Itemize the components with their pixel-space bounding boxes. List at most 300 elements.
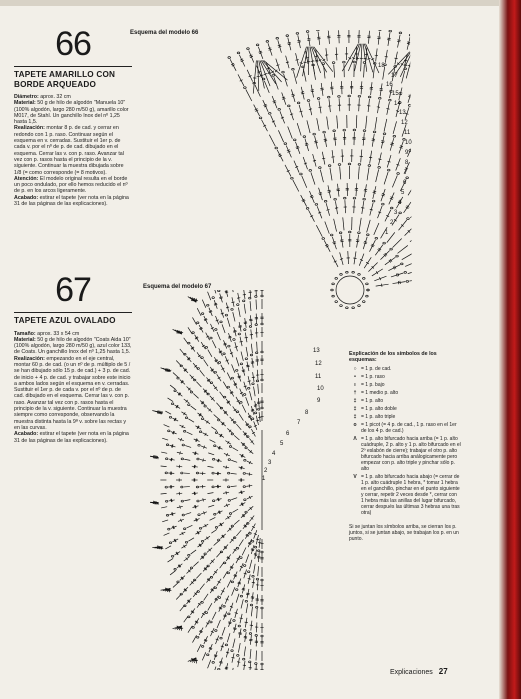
stitch-mark (231, 657, 234, 658)
chain-mark (261, 323, 263, 325)
stitch-mark (501, 109, 503, 111)
stitch-mark (428, 136, 434, 147)
stitch-mark (462, 216, 464, 219)
stitch-mark (492, 238, 493, 241)
chain-mark (201, 540, 203, 542)
stitch-mark (249, 273, 250, 283)
chain-mark (196, 472, 198, 474)
stitch-mark (405, 261, 417, 266)
stitch-mark (471, 104, 478, 115)
chain-mark (471, 138, 474, 140)
stitch-mark (293, 71, 296, 84)
stitch-mark (445, 55, 448, 56)
chain-mark (261, 607, 263, 609)
chain-mark (236, 589, 238, 591)
stitch-mark (503, 86, 511, 96)
diagram-66-label: Esquema del modelo 66 (130, 30, 199, 36)
chain-mark (237, 52, 240, 54)
stitch-mark (237, 278, 239, 288)
stitch-mark (436, 50, 439, 51)
stitch-mark (244, 304, 245, 314)
stitch-mark (300, 63, 303, 64)
round-number: 5 (401, 190, 405, 196)
stitch-mark (249, 560, 251, 569)
chain-mark (220, 321, 222, 323)
stitch-mark (242, 371, 245, 372)
chain-mark (487, 208, 490, 210)
chain-mark (276, 37, 279, 39)
chain-mark (268, 112, 271, 114)
chain-mark (245, 600, 247, 602)
stitch-mark (493, 173, 495, 175)
round-number: 8 (305, 410, 309, 416)
stitch-mark (184, 338, 189, 344)
stitch-mark (231, 473, 237, 474)
chain-mark (431, 193, 434, 195)
chain-mark (199, 431, 201, 433)
chain-mark (493, 160, 496, 162)
stitch-mark (171, 458, 172, 461)
chain-mark (249, 326, 251, 328)
chain-mark (352, 271, 355, 273)
stitch-mark (449, 70, 462, 95)
stitch-mark (419, 68, 422, 69)
chain-mark (278, 108, 281, 110)
stitch-mark (408, 96, 411, 97)
center-ring (336, 276, 364, 304)
stitch-mark (254, 554, 257, 555)
stitch-mark (472, 68, 475, 70)
chain-mark (368, 96, 371, 98)
stitch-mark (210, 272, 213, 277)
stitch-mark (210, 685, 213, 687)
chain-mark (286, 35, 289, 37)
stitch-mark (220, 562, 225, 568)
stitch-mark (220, 392, 225, 398)
stitch-mark (502, 158, 512, 166)
chain-mark (404, 271, 407, 273)
chain-mark (297, 102, 300, 104)
stitch-mark (416, 149, 422, 161)
stitch-mark (258, 566, 259, 576)
stitch-mark (180, 505, 181, 508)
chain-mark (492, 217, 495, 219)
stitch-mark (475, 210, 486, 217)
stitch-mark (459, 186, 469, 195)
chain-mark (256, 380, 258, 382)
stitch-mark (513, 135, 521, 143)
chain-mark (248, 269, 250, 271)
stitch-mark (246, 554, 249, 563)
stitch-mark (227, 633, 230, 642)
stitch-mark (513, 168, 515, 171)
chain-mark (332, 62, 335, 64)
stitch-mark (469, 86, 472, 88)
stitch-mark (282, 98, 285, 99)
chain-mark (197, 322, 199, 324)
stitch-mark (470, 202, 481, 209)
stitch-mark (287, 42, 290, 43)
stitch-mark (442, 247, 443, 250)
chain-mark (315, 203, 318, 205)
chain-mark (192, 332, 194, 334)
stitch-mark (420, 218, 422, 220)
stitch-mark (507, 89, 510, 91)
stitch-mark (206, 537, 208, 540)
round-number: 4 (272, 451, 276, 457)
chain-mark (330, 234, 333, 236)
stitch-mark (455, 58, 458, 59)
legend-text: = 1 p. bajo (361, 382, 385, 388)
stitch-mark (161, 452, 167, 453)
chain-mark (340, 274, 343, 276)
stitch-mark (310, 47, 314, 74)
stitch-mark (320, 170, 323, 183)
chain-mark (192, 626, 194, 628)
chain-mark (201, 313, 203, 315)
stitch-mark (268, 48, 271, 49)
stitch-mark (421, 217, 423, 219)
stitch-mark (359, 98, 360, 111)
stitch-mark (307, 40, 310, 41)
stitch-mark (504, 116, 507, 117)
legend-text: = 1 p. de cad. (361, 366, 392, 372)
stitch-mark (488, 229, 489, 232)
stitch-mark (286, 145, 291, 157)
chain-mark (368, 165, 371, 167)
chain-mark (503, 245, 506, 247)
stitch-mark (269, 49, 272, 50)
stitch-mark (254, 555, 257, 556)
chain-mark (340, 305, 343, 307)
stitch-mark (230, 254, 232, 260)
stitch-mark (237, 298, 240, 299)
chain-mark (306, 207, 309, 209)
chain-mark (469, 251, 472, 253)
stitch-mark (231, 672, 234, 673)
chain-mark (324, 200, 327, 202)
stitch-mark (261, 60, 276, 84)
chain-mark (456, 224, 459, 226)
stitch-mark (444, 78, 446, 81)
chain-mark (454, 126, 457, 128)
stitch-mark (453, 179, 462, 188)
stitch-mark (409, 95, 412, 96)
stitch-mark (234, 549, 237, 551)
stitch-mark (435, 210, 445, 218)
chain-mark (288, 105, 291, 107)
stitch-mark (288, 126, 293, 138)
chain-mark (205, 612, 207, 614)
stitch-mark (373, 65, 374, 78)
stitch-mark (506, 111, 515, 121)
chain-mark (197, 636, 199, 638)
chain-mark (227, 386, 229, 388)
stitch-mark (164, 425, 170, 427)
instruction-label: Acabado: (14, 431, 39, 438)
stitch-mark (493, 238, 494, 241)
stitch-mark (452, 206, 462, 214)
stitch-mark (238, 307, 240, 317)
chain-mark (215, 630, 217, 632)
chain-mark (212, 662, 214, 664)
stitch-mark (458, 160, 467, 170)
stitch-mark (233, 312, 235, 321)
chain-mark (475, 191, 478, 193)
chain-mark (429, 40, 432, 42)
stitch-mark (226, 307, 229, 308)
chain-mark (229, 279, 231, 281)
stitch-mark (234, 409, 237, 411)
chain-mark (261, 407, 263, 409)
chain-mark (165, 472, 167, 474)
stitch-mark (170, 571, 175, 575)
stitch-mark (307, 38, 310, 39)
stitch-mark (429, 203, 438, 212)
stitch-mark (294, 161, 299, 173)
stitch-mark (436, 52, 439, 53)
stitch-mark (209, 273, 211, 275)
stitch-mark (381, 142, 384, 143)
stitch-mark (455, 93, 461, 104)
stitch-mark (219, 673, 222, 682)
stitch-mark (436, 246, 448, 251)
stitch-mark (333, 243, 336, 244)
chain-mark (231, 581, 233, 583)
stitch-mark (408, 270, 421, 274)
chain-mark (389, 30, 392, 32)
stitch-mark (211, 427, 217, 431)
stitch-mark (438, 70, 459, 89)
chain-mark (228, 499, 230, 501)
stitch-mark (276, 65, 279, 66)
stitch-mark (339, 30, 340, 43)
stitch-mark (233, 629, 236, 630)
stitch-mark (209, 273, 211, 275)
chain-mark (215, 432, 217, 434)
stitch-mark (511, 168, 513, 171)
chain-mark (383, 133, 386, 135)
stitch-mark (202, 300, 206, 308)
stitch-mark (255, 85, 260, 97)
stitch-mark (254, 387, 256, 397)
stitch-mark (296, 60, 299, 61)
stitch-mark (498, 84, 501, 86)
stitch-mark (212, 275, 215, 276)
chain-mark (249, 297, 251, 299)
chain-mark (419, 37, 422, 39)
chain-mark (477, 60, 480, 62)
chain-mark (500, 167, 503, 169)
stitch-mark (339, 98, 340, 111)
stitch-mark (230, 59, 236, 71)
stitch-mark (299, 111, 302, 112)
stitch-mark (305, 143, 308, 144)
chain-mark (235, 275, 237, 277)
stitch-mark (213, 285, 216, 294)
chain-mark (307, 100, 310, 102)
stitch-mark (337, 116, 338, 129)
stitch-mark (245, 622, 248, 623)
diagram-67-label: Esquema del modelo 67 (143, 284, 212, 290)
chain-mark (373, 131, 376, 133)
stitch-mark (328, 192, 331, 193)
chain-mark (258, 408, 260, 410)
chain-mark (463, 132, 466, 134)
stitch-mark (227, 318, 230, 327)
stitch-mark (251, 550, 254, 551)
stitch-mark (399, 94, 402, 95)
chain-mark (481, 200, 484, 202)
stitch-mark (489, 79, 492, 81)
stitch-mark (475, 241, 476, 244)
stitch-mark (233, 330, 236, 331)
stitch-mark (398, 273, 399, 276)
stitch-mark (407, 43, 410, 44)
stitch-mark (364, 241, 367, 242)
stitch-mark (457, 84, 460, 85)
stitch-mark (397, 40, 400, 41)
chain-mark (258, 550, 260, 552)
chain-mark (372, 200, 375, 202)
chain-mark (383, 242, 386, 244)
chain-mark (433, 77, 436, 79)
chain-mark (238, 333, 240, 335)
stitch-mark (197, 644, 201, 652)
page-footer (390, 667, 448, 676)
chain-mark (479, 102, 482, 104)
chain-mark (231, 433, 233, 435)
chain-mark (245, 511, 247, 513)
stitch-mark (232, 255, 235, 260)
stitch-mark (172, 499, 173, 502)
stitch-mark (481, 259, 482, 262)
stitch-mark (356, 115, 357, 128)
chain-mark (252, 383, 254, 385)
stitch-mark (226, 491, 227, 494)
stitch-mark (176, 361, 181, 366)
legend-item (349, 414, 461, 420)
stitch-mark (307, 120, 310, 133)
chain-mark (272, 74, 275, 76)
stitch-mark (318, 107, 321, 108)
stitch-mark (444, 256, 445, 259)
stitch-mark (399, 220, 407, 230)
stitch-mark (489, 170, 499, 178)
chain-mark (198, 444, 200, 446)
chain-mark (348, 27, 351, 29)
stitch-mark (505, 161, 507, 163)
stitch-mark (486, 97, 489, 99)
stitch-mark (173, 583, 178, 588)
stitch-mark (489, 105, 491, 108)
stitch-mark (187, 525, 193, 528)
stitch-mark (442, 168, 445, 170)
stitch-mark (446, 54, 449, 55)
stitch-mark (241, 352, 243, 361)
stitch-mark (208, 271, 213, 277)
stitch-mark (432, 63, 437, 75)
legend-text: = 1 p. alto triple (361, 414, 396, 420)
chain-mark (400, 263, 403, 265)
chain-mark (261, 351, 263, 353)
stitch-mark (282, 97, 285, 98)
stitch-mark (263, 100, 268, 112)
stitch-mark (451, 153, 459, 163)
stitch-mark (239, 327, 242, 328)
stitch-mark (196, 382, 201, 387)
stitch-mark (292, 96, 295, 97)
stitch-mark (188, 538, 194, 541)
chain-mark (233, 620, 235, 622)
stitch-mark (228, 622, 231, 623)
chain-mark (358, 305, 361, 307)
stitch-mark (479, 110, 487, 120)
stitch-mark (477, 155, 486, 164)
stitch-mark (180, 605, 185, 611)
stitch-mark (387, 161, 390, 162)
stitch-mark (185, 513, 191, 515)
stitch-mark (238, 74, 244, 86)
stitch-mark (507, 160, 509, 162)
stitch-mark (367, 58, 370, 59)
stitch-mark (426, 277, 439, 279)
stitch-mark (401, 63, 404, 65)
stitch-mark (370, 209, 373, 210)
stitch-mark (256, 539, 259, 540)
stitch-mark (311, 61, 314, 62)
round-number: 3 (268, 460, 272, 466)
stitch-mark (460, 70, 464, 100)
stitch-mark (237, 672, 239, 682)
stitch-mark (220, 661, 223, 662)
stitch-mark (378, 159, 381, 160)
stitch-mark (416, 52, 418, 82)
stitch-mark (388, 265, 400, 271)
chain-mark (212, 486, 214, 488)
stitch-mark (212, 340, 216, 348)
stitch-mark (297, 40, 300, 41)
stitch-mark (417, 94, 421, 106)
stitch-mark (490, 229, 491, 232)
stitch-mark (216, 552, 221, 558)
stitch-symbol: • (354, 374, 356, 380)
chain-mark (406, 280, 409, 282)
stitch-mark (514, 146, 521, 154)
stitch-mark (390, 144, 393, 145)
stitch-mark (441, 129, 444, 131)
stitch-mark (269, 135, 275, 147)
chain-mark (233, 339, 235, 341)
stitch-mark (231, 683, 233, 693)
round-number: 1 (262, 476, 266, 482)
round-number: 1 (385, 230, 389, 236)
chain-mark (181, 472, 183, 474)
stitch-symbol: ᴏ (353, 422, 357, 428)
stitch-mark (356, 183, 357, 196)
stitch-mark (173, 373, 178, 378)
stitch-symbol: ‡ (353, 414, 357, 420)
chain-mark (231, 377, 233, 379)
chain-mark (244, 629, 246, 631)
diagram-66 (228, 27, 521, 309)
stitch-mark (254, 564, 256, 574)
chain-mark (511, 84, 514, 86)
chain-mark (414, 224, 417, 226)
stitch-mark (399, 92, 402, 93)
chain-mark (323, 131, 326, 133)
stitch-mark (290, 114, 293, 115)
